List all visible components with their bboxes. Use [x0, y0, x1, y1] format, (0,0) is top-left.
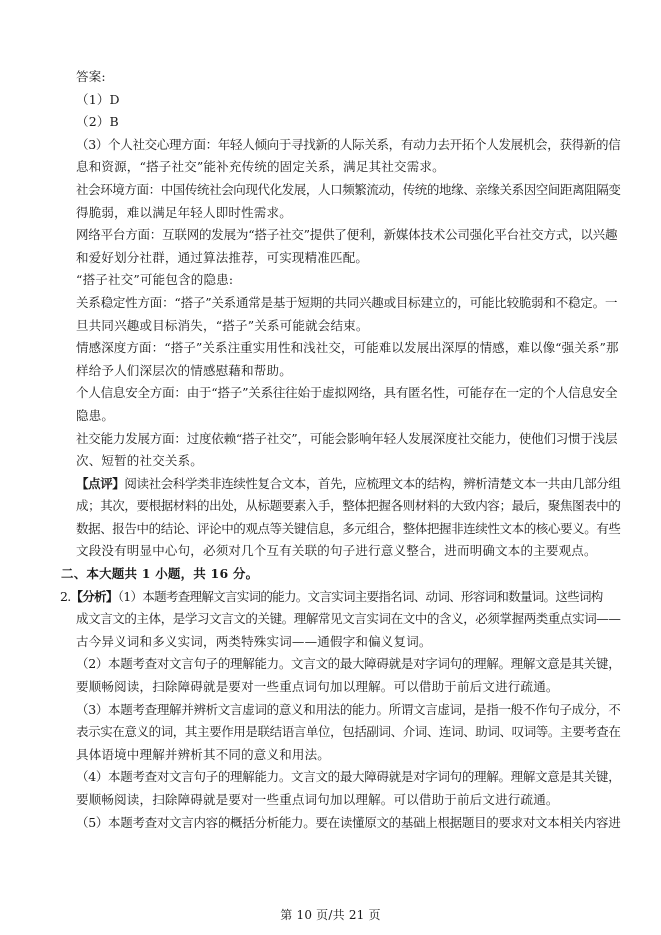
q2-analysis-line-1: [60, 586, 604, 609]
q2-p3-line-3: 具体语境中理解并辨析其不同的意义和用法。: [76, 746, 331, 762]
social-env-line-1: 社会环境方面：中国传统社会向现代化发展，人口频繁流动，传统的地缘、亲缘关系因空间距离阻隔变: [76, 181, 621, 197]
answer-label: 答案:: [76, 69, 106, 84]
stability-line-2: 旦共同兴趣或目标消失，“搭子”关系可能就会结束。: [76, 317, 369, 333]
answer-3-line-2: 息和资源，“搭子社交”能补充传统的固定关系，满足其社交需求。: [76, 159, 445, 175]
q2-p3-line-2: 表示实在意义的词，其主要作用是联结语言单位，包括副词、介词、连词、助词、叹词等。主要考查在: [76, 724, 621, 740]
q2-p1-text-1: （1）本题考查理解文言实词的能力。文言实词主要指名词、动词、形容词和数量词。这些词构: [117, 588, 603, 604]
answer-1: （1）D: [76, 91, 120, 107]
q2-p1-line-2: 成文言文的主体，是学习文言文的关键。理解常见文言实词在文中的含义，必须掌握两类重点实词——: [76, 611, 621, 627]
comment-tag: 【点评】: [76, 475, 125, 491]
risk-title: “搭子社交”可能包含的隐患:: [76, 272, 234, 288]
social-env-line-2: 得脆弱，难以满足年轻人即时性需求。: [76, 204, 292, 220]
stability-line-1: 关系稳定性方面：“搭子”关系通常是基于短期的共同兴趣或目标建立的，可能比较脆弱和不稳定。一: [76, 294, 618, 310]
network-line-1: 网络平台方面：互联网的发展为“搭子社交”提供了便利，新媒体技术公司强化平台社交方式，以兴趣: [76, 227, 618, 243]
emotion-line-2: 样给予人们深层次的情感慰藉和帮助。: [76, 362, 292, 378]
q2-p4-line-2: 要顺畅阅读，扫除障碍就是要对一些重点词句加以理解。可以借助于前后文进行疏通。: [76, 792, 559, 807]
comment-line-2: 成；其次，要根据材料的出处，从标题要素入手，整体把握各则材料的大致内容；最后，聚焦图表中的: [76, 498, 621, 514]
comment-line-3: 数据、报告中的结论、评论中的观点等关键信息，多元组合，整体把握非连续性文本的核心要义。有些: [76, 520, 621, 536]
skill-line-1: 社交能力发展方面：过度依赖“搭子社交”，可能会影响年轻人发展深度社交能力，使他们习惯于浅层: [76, 430, 618, 446]
emotion-line-1: 情感深度方面：“搭子”关系注重实用性和浅社交，可能难以发展出深厚的情感，难以像“强关系”那: [76, 340, 619, 356]
comment-line-1: [76, 473, 621, 496]
q2-p5-line-1: （5）本题考查对文言内容的概括分析能力。要在读懂原文的基础上根据题目的要求对文本相关内容进: [76, 814, 621, 830]
page-footer: 第 10 页/共 21 页: [280, 908, 381, 922]
privacy-line-1: 个人信息安全方面：由于“搭子”关系往往始于虚拟网络，具有匿名性，可能存在一定的个人信息安全: [76, 385, 618, 401]
privacy-line-2: 隐患。: [76, 407, 115, 423]
section-2-heading: 二、本大题共 1 小题，共 16 分。: [61, 566, 259, 582]
q2-p1-line-3: 古今异义词和多义实词，两类特殊实词——通假字和偏义复词。: [76, 633, 432, 649]
answer-2: （2）B: [76, 114, 119, 130]
q2-p3-line-1: （3）本题考查理解并辨析文言虚词的意义和用法的能力。所谓文言虚词，是指一般不作句子成分，不: [76, 701, 621, 717]
comment-line-4: 文段没有明显中心句，必须对几个互有关联的句子进行意义整合，进而明确文本的主要观点。: [76, 543, 597, 559]
skill-line-2: 次、短暂的社交关系。: [76, 453, 204, 469]
q2-p2-line-2: 要顺畅阅读，扫除障碍就是要对一些重点词句加以理解。可以借助于前后文进行疏通。: [76, 679, 559, 695]
q2-number: 2.: [60, 588, 71, 604]
q2-p4-line-1: （4）本题考查对文言句子的理解能力。文言文的最大障碍就是对字词句的理解。理解文意是其关键，: [76, 769, 621, 785]
network-line-2: 和爱好划分社群，通过算法推荐，可实现精准匹配。: [76, 249, 369, 265]
page-content: [60, 66, 621, 834]
answer-3-line-1: （3）个人社交心理方面：年轻人倾向于寻找新的人际关系，有动力去开拓个人发展机会，获得新的信: [76, 136, 621, 152]
q2-analysis-tag: 【分析】: [70, 588, 118, 604]
comment-text-1: 阅读社会科学类非连续性复合文本，首先，应梳理文本的结构，辨析清楚文本一共由几部分组: [124, 475, 621, 491]
q2-p2-line-1: （2）本题考查对文言句子的理解能力。文言文的最大障碍就是对字词句的理解。理解文意是其关键，: [76, 656, 621, 672]
